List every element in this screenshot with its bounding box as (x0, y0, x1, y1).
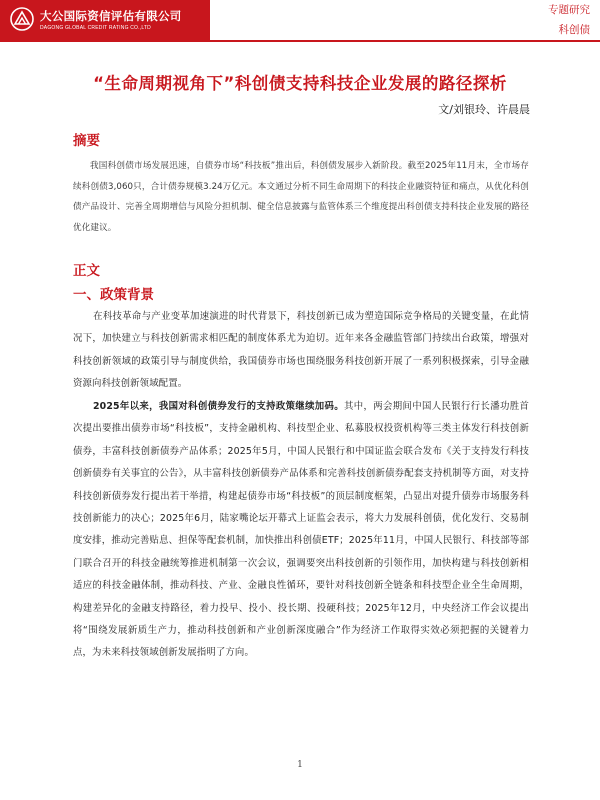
company-logo (0, 0, 210, 40)
header-tags (548, 3, 590, 38)
header-divider (0, 40, 600, 42)
paragraph-1-text: 在科技革命与产业变革加速演进的时代背景下，科技创新已成为塑造国际竞争格局的关键变量，在此情况下，加快建立与科技创新需求相匹配的制度体系尤为迫切。近年来各金融监管部门持续出台政策，增强对科技创新领域的政策引导与制度供给，我国债券市场也围绕服务科技创新开展了一系列积极探索，引导金融资源向科技创新领域配置。 (73, 311, 529, 390)
body-heading: 正文 (73, 263, 100, 279)
report-topic-tag: 科创债 (558, 24, 590, 36)
section-one-heading: 一、政策背景 (73, 287, 154, 303)
report-type-tag: 专题研究 (548, 4, 590, 16)
page-number: 1 (297, 760, 303, 770)
paragraph-2-lead: 2025年以来，我国对科创债券发行的支持政策继续加码。 (93, 401, 345, 412)
abstract-heading: 摘要 (73, 133, 100, 149)
document-author: 文/刘银玲、许晨晨 (438, 103, 530, 116)
abstract-text: 我国科创债市场发展迅速，自债券市场“科技板”推出后，科创债发展步入新阶段。截至2025年11月末，全市场存续科创债3,060只，合计债券规模3.24万亿元。本文通过分析不同生命周期下的科技企业融资特征和痛点，从优化科创债产品设计、完善全周期增信与风险分担机制、健全信息披露与监管体系三个维度提出科创债支持科技企业发展的路径优化建议。 (73, 161, 529, 233)
paragraph-1 (73, 306, 529, 396)
logo-company-name-cn: 大公国际资信评估有限公司 (40, 9, 182, 23)
header-bar (0, 0, 600, 40)
dagong-logo-icon (10, 7, 34, 31)
document-title: “生命周期视角下”科创债支持科技企业发展的路径探析 (93, 74, 507, 93)
paragraph-2 (73, 396, 529, 665)
paragraph-2-text: 其中，两会期间中国人民银行行长潘功胜首次提出要推出债券市场“科技板”，支持金融机构、科技型企业、私募股权投资机构等三类主体发行科技创新债券，丰富科技创新债券产品体系；2025年5月，中国人民银行和中国证监会联合发布《关于支持发行科技创新债券有关事宜的公告》，从丰富科技创新债券产品体系和完善科技创新债券配套支持机制等方面，对支持科技创新债券发行提出若干举措，构建起债券市场“科技板”的顶层制度框架，凸显出对提升债券市场服务科技创新能力的决心；2025年6月，陆家嘴论坛开幕式上证监会表示，将大力发展科创债，优化发行、交易制度安排，推动完善贴息、担保等配套机制，加快推出科创债ETF；2025年11月，中国人民银行、科技部等部门联合召开的科技金融统筹推进机制第一次会议，强调要突出科技创新的引领作用，加快构建与科技创新相适应的科技金融体制，推动科技、产业、金融良性循环，要针对科技创新全链条和科技型企业全生命周期，构建差异化的金融支持路径，着力投早、投小、投长期、投硬科技；2025年12月，中央经济工作会议提出将“围绕发展新质生产力，推动科技创新和产业创新深度融合”作为经济工作取得实效必须把握的关键着力点，为未来科技领域创新发展指明了方向。 (73, 401, 529, 659)
logo-company-name-en: DAGONG GLOBAL CREDIT RATING CO.,LTD (40, 25, 151, 31)
